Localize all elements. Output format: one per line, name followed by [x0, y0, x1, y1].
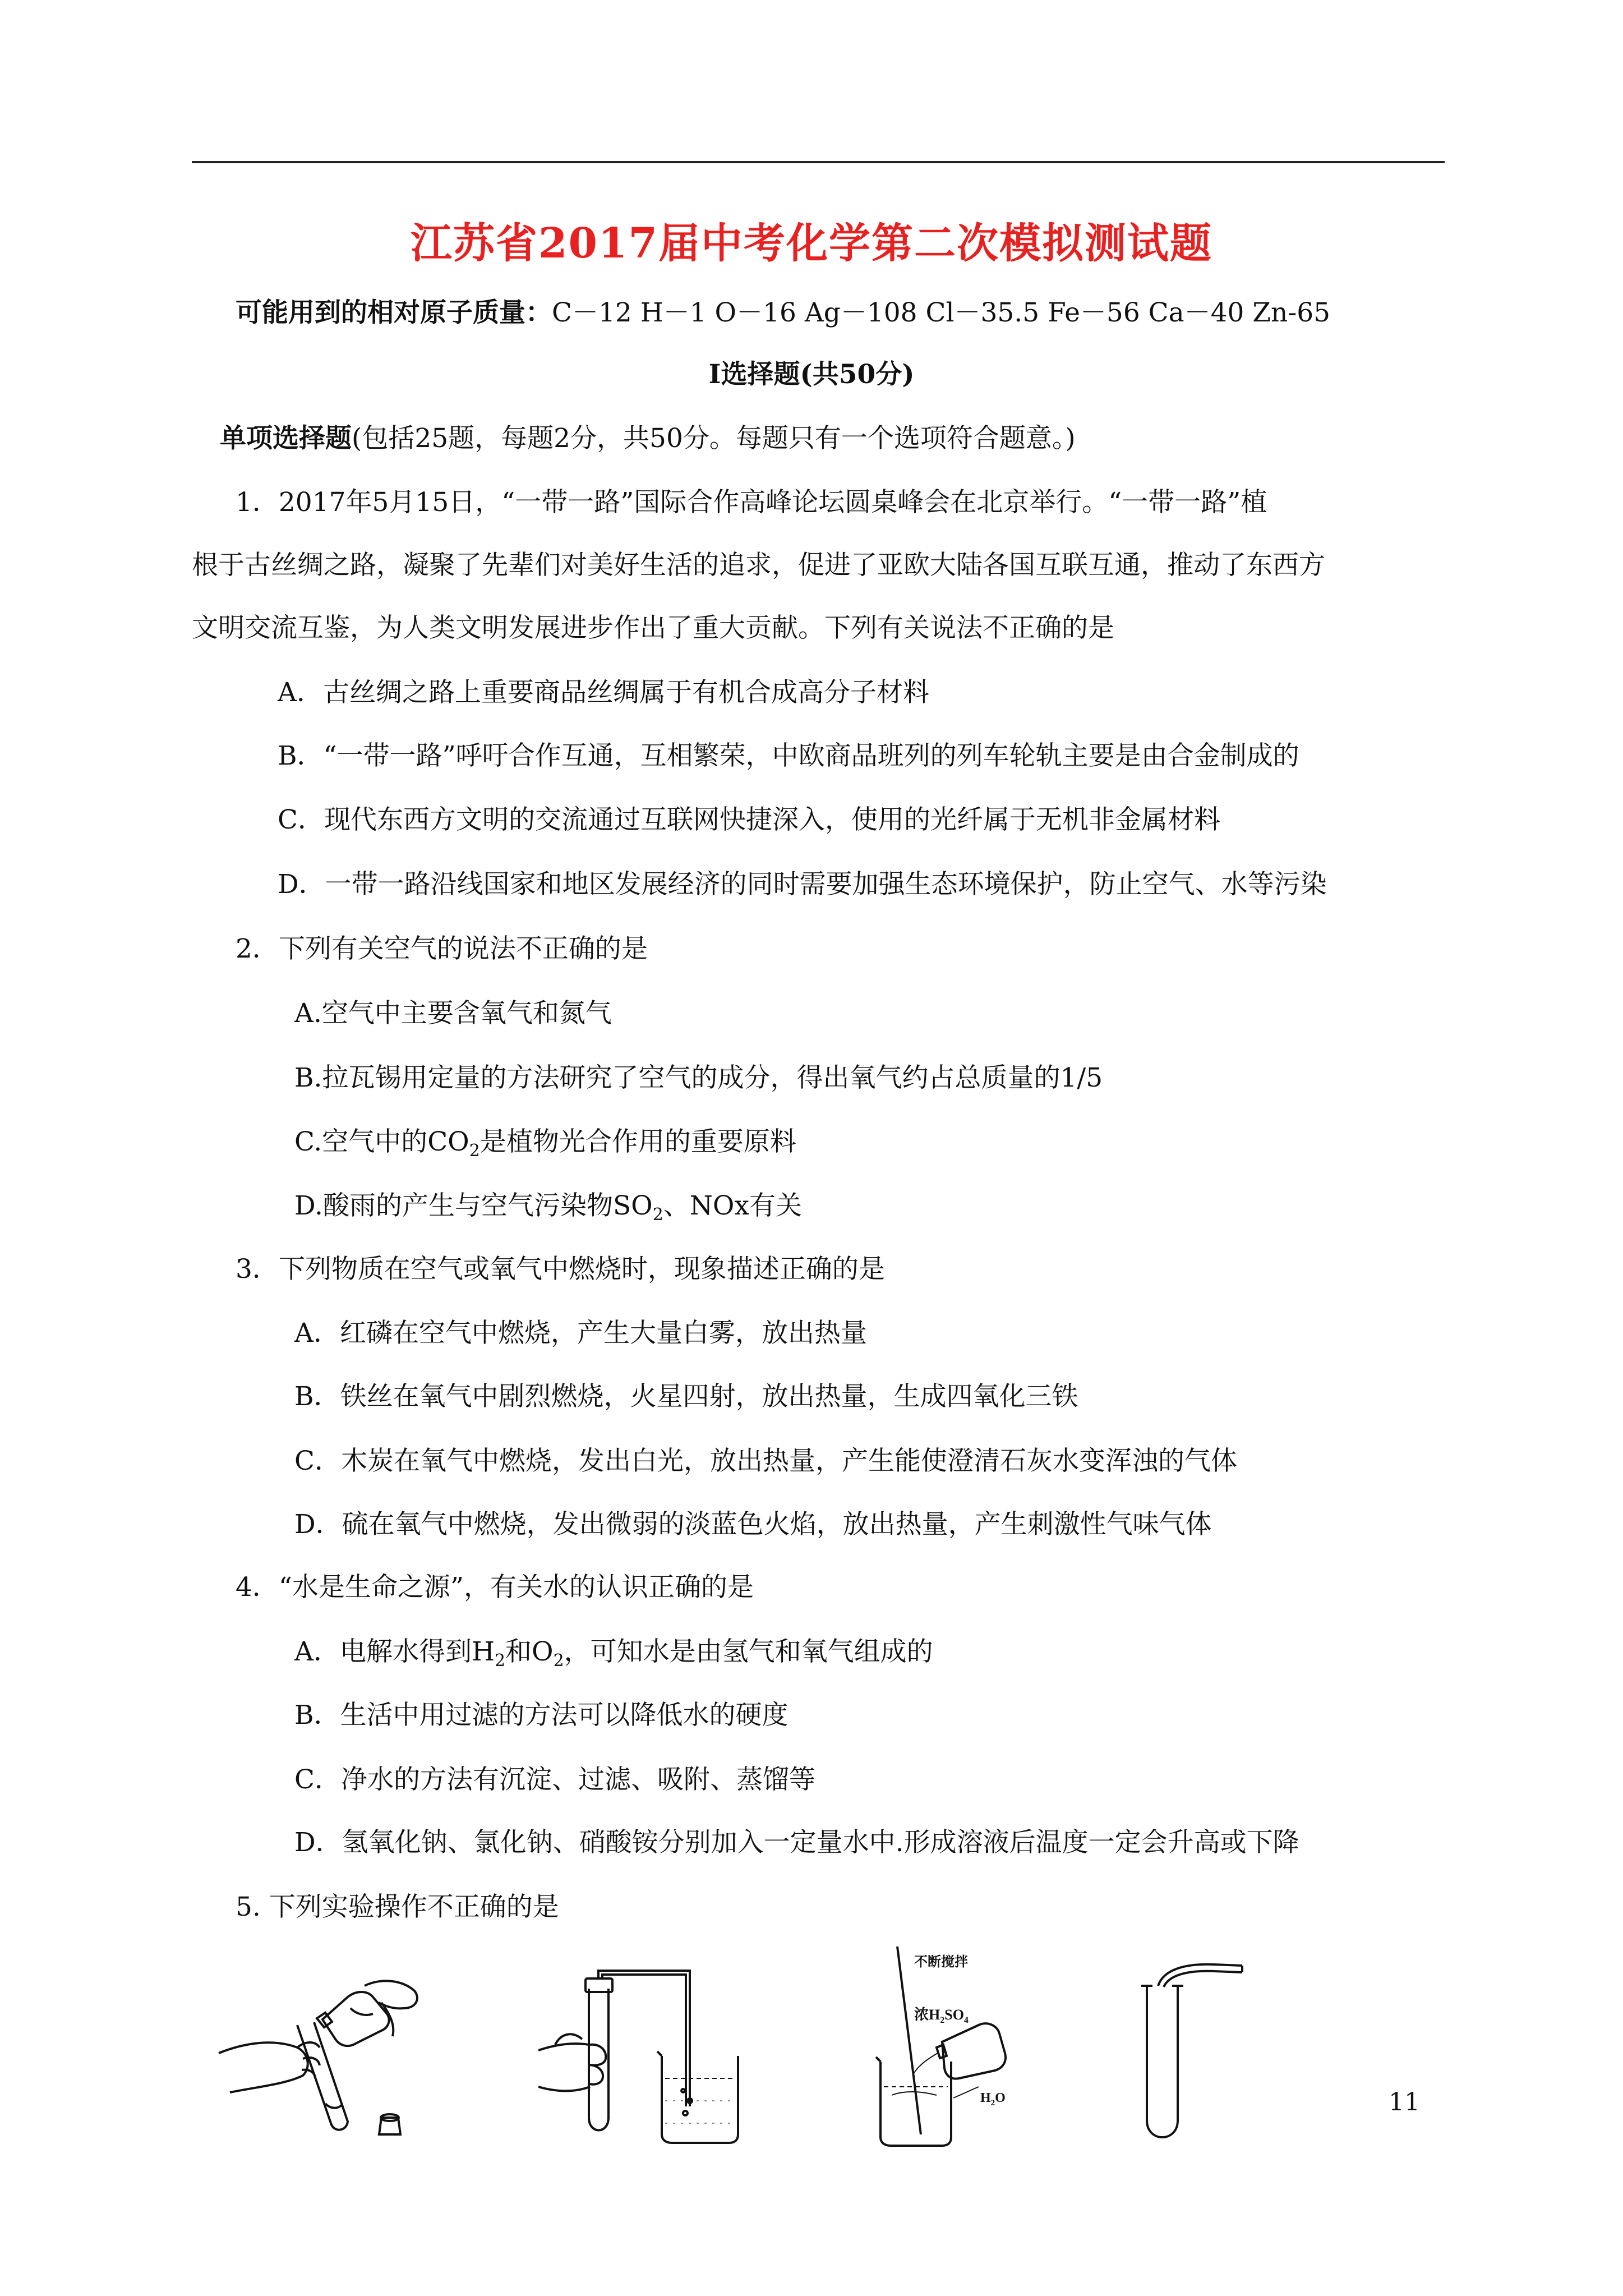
- q2-option-a: A.空气中主要含氧气和氮气: [294, 998, 612, 1029]
- q4-option-d: D．氢氧化钠、氯化钠、硝酸铵分别加入一定量水中.形成溶液后温度一定会升高或下降: [294, 1827, 1299, 1858]
- figure-diluting-acid: [858, 1944, 1049, 2148]
- q2-option-d: D.酸雨的产生与空气污染物$SO_2$、NOx有关: [294, 1190, 802, 1225]
- section-title: Ⅰ选择题(共50分): [708, 359, 915, 390]
- q1-stem-line3: 文明交流互鉴，为人类文明发展进步作出了重大贡献。下列有关说法不正确的是: [192, 613, 1114, 643]
- q3-option-b: B．铁丝在氧气中剧烈燃烧，火星四射，放出热量，生成四氧化三铁: [294, 1381, 1078, 1412]
- page-number: 11: [1389, 2088, 1420, 2116]
- instructions-rest: (包括25题，每题2分，共50分。每题只有一个选项符合题意。): [352, 423, 1076, 454]
- instructions-bold: 单项选择题: [220, 423, 352, 454]
- q1-option-b: B．“一带一路”呼吁合作互通，互相繁荣，中欧商品班列的列车轮轨主要是由合金制成的: [278, 740, 1299, 771]
- q2-option-b: B.拉瓦锡用定量的方法研究了空气的成分，得出氧气约占总质量的1/5: [294, 1062, 1103, 1093]
- q4-option-b: B．生活中用过滤的方法可以降低水的硬度: [294, 1700, 789, 1731]
- q1-option-a: A．古丝绸之路上重要商品丝绸属于有机合成高分子材料: [278, 677, 929, 708]
- label-stir: 不断搅拌: [914, 1955, 968, 1970]
- q2-option-c: C.空气中的$CO_2$是植物光合作用的重要原料: [294, 1126, 796, 1161]
- top-rule: [192, 161, 1445, 163]
- atomic-mass-line: [236, 296, 1330, 330]
- atomic-mass-values: C－12 H－1 O－16 Ag－108 Cl－35.5 Fe－56 Ca－40 Zn-65: [552, 297, 1331, 328]
- q1-option-c: C．现代东西方文明的交流通过互联网快捷深入，使用的光纤属于无机非金属材料: [278, 804, 1220, 835]
- q3-option-d: D．硫在氧气中燃烧，发出微弱的淡蓝色火焰，放出热量，产生刺激性气味气体: [294, 1509, 1212, 1540]
- q5-stem: 5. 下列实验操作不正确的是: [236, 1892, 559, 1922]
- q4-option-a: A．电解水得到$H_2$和$O_2$，可知水是由氢气和氧气组成的: [294, 1636, 933, 1671]
- atomic-mass-label: 可能用到的相对原子质量：: [236, 297, 552, 328]
- instructions: [220, 422, 1076, 455]
- q1-stem-line2: 根于古丝绸之路，凝聚了先辈们对美好生活的追求，促进了亚欧大陆各国互联互通，推动了东西方: [192, 550, 1325, 581]
- q3-option-a: A．红磷在空气中燃烧，产生大量白雾，放出热量: [294, 1318, 867, 1349]
- figure-airtightness-check: [538, 1966, 751, 2146]
- q3-stem: 3．下列物质在空气或氧气中燃烧时，现象描述正确的是: [236, 1254, 885, 1285]
- figure-test-tube: [1124, 1952, 1259, 2148]
- q3-option-c: C．木炭在氧气中燃烧，发出白光，放出热量，产生能使澄清石灰水变浑浊的气体: [294, 1446, 1237, 1476]
- q2-stem: 2．下列有关空气的说法不正确的是: [236, 933, 648, 964]
- label-water: $H_2O$: [980, 2091, 1006, 2108]
- label-conc-acid: 浓$H_2SO_4$: [914, 2007, 969, 2025]
- q1-option-d: D．一带一路沿线国家和地区发展经济的同时需要加强生态环境保护，防止空气、水等污染: [278, 869, 1327, 900]
- q1-stem-line1: 1．2017年5月15日，“一带一路”国际合作高峰论坛圆桌峰会在北京举行。“一带一路”植: [236, 487, 1267, 518]
- q4-stem: 4．“水是生命之源”，有关水的认识正确的是: [236, 1572, 754, 1603]
- page-title: 江苏省2017届中考化学第二次模拟测试题: [411, 219, 1212, 268]
- figure-pouring-liquid: [213, 1975, 426, 2143]
- q4-option-c: C．净水的方法有沉淀、过滤、吸附、蒸馏等: [294, 1764, 815, 1795]
